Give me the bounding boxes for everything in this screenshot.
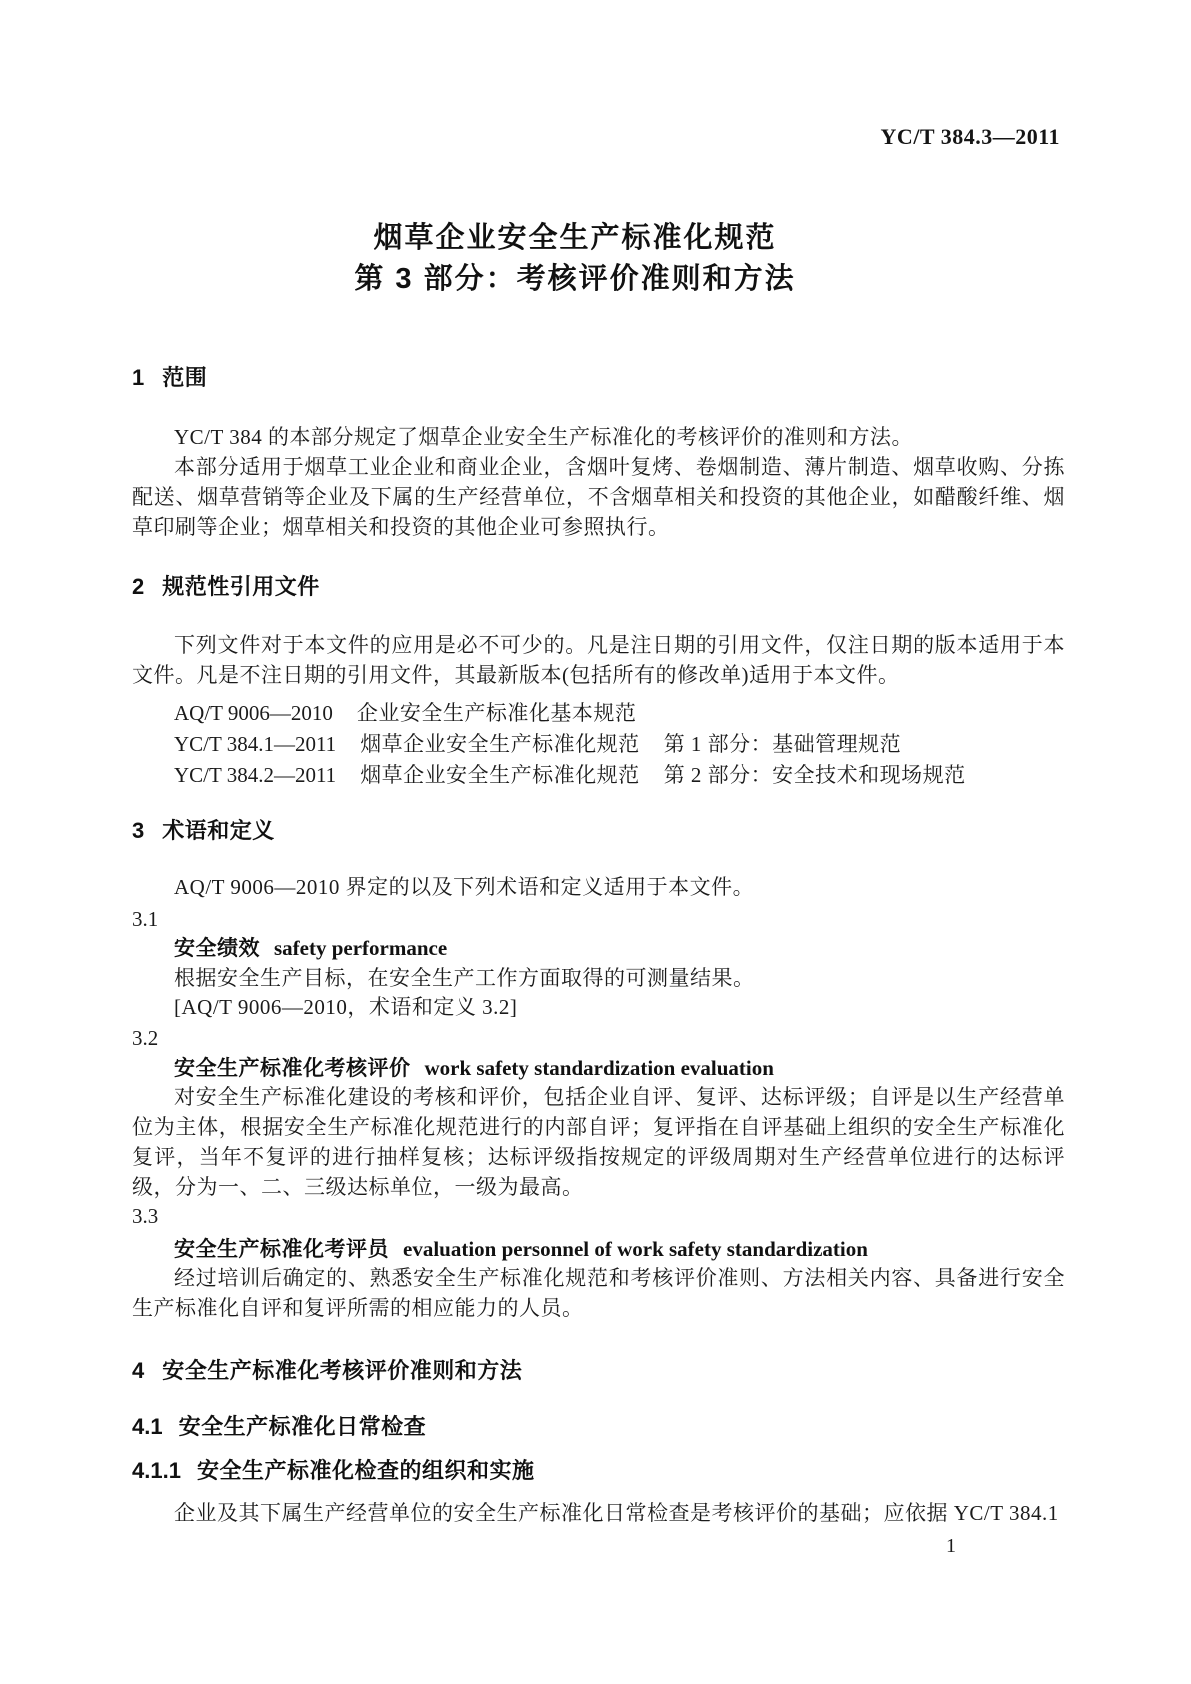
- paragraph: 本部分适用于烟草工业企业和商业企业，含烟叶复烤、卷烟制造、薄片制造、烟草收购、分拣配送、烟草营销等企业及下属的生产经营单位，不含烟草相关和投资的其他企业，如醋酸纤维、烟草印刷等企业；烟草相关和投资的其他企业可参照执行。: [132, 455, 1065, 539]
- reference-code: YC/T 384.2—2011: [174, 763, 337, 787]
- reference-code: YC/T 384.1—2011: [174, 732, 337, 756]
- normative-references: [132, 698, 1065, 791]
- reference-item: [132, 760, 1065, 791]
- title-line-2: 第 3 部分：考核评价准则和方法: [354, 263, 796, 295]
- term-number: 3.2: [132, 1026, 159, 1050]
- clause-number: 3: [132, 818, 145, 843]
- term-en: evaluation personnel of work safety standardization: [403, 1237, 868, 1261]
- paragraph: YC/T 384 的本部分规定了烟草企业安全生产标准化的考核评价的准则和方法。: [174, 425, 913, 449]
- reference-item: [132, 729, 1065, 760]
- term-definition: 对安全生产标准化建设的考核和评价，包括企业自评、复评、达标评级；自评是以生产经营单位为主体，根据安全生产标准化规范进行的内部自评；复评指在自评基础上组织的安全生产标准化复评，当年不复评的进行抽样复核；达标评级指按规定的评级周期对生产经营单位进行的达标评级，分为一、二、三级达标单位，一级为最高。: [132, 1085, 1065, 1199]
- reference-part: 第 2 部分：安全技术和现场规范: [663, 763, 966, 787]
- term-zh: 安全绩效: [174, 937, 260, 960]
- term-zh: 安全生产标准化考评员: [174, 1238, 389, 1261]
- title-line-1: 烟草企业安全生产标准化规范: [373, 222, 777, 254]
- reference-code: AQ/T 9006—2010: [174, 701, 333, 725]
- reference-title: 烟草企业安全生产标准化规范: [360, 763, 640, 787]
- document-title: [0, 218, 1150, 300]
- clause-4-1-heading: [132, 1412, 1065, 1442]
- clause-title: 安全生产标准化检查的组织和实施: [196, 1458, 535, 1483]
- term-en: safety performance: [274, 936, 448, 960]
- clause-title: 术语和定义: [162, 818, 275, 843]
- clause-4-1-1-heading: [132, 1456, 1065, 1486]
- reference-title: 企业安全生产标准化基本规范: [356, 701, 637, 725]
- clause-4-heading: [132, 1356, 1065, 1386]
- paragraph: 企业及其下属生产经营单位的安全生产标准化日常检查是考核评价的基础；应依据 YC/T 384.1: [174, 1501, 1059, 1525]
- term-definition: 经过培训后确定的、熟悉安全生产标准化规范和考核评价准则、方法相关内容、具备进行安全生产标准化自评和复评所需的相应能力的人员。: [132, 1266, 1065, 1320]
- clause-number: 2: [132, 574, 145, 599]
- clause-title: 范围: [162, 365, 208, 390]
- reference-item: [132, 698, 1065, 729]
- page-number: 1: [946, 1535, 956, 1557]
- reference-part: 第 1 部分：基础管理规范: [663, 732, 902, 756]
- term-title: [132, 933, 1107, 964]
- clause-number: 4: [132, 1358, 145, 1383]
- clause-title: 规范性引用文件: [162, 574, 320, 599]
- reference-title: 烟草企业安全生产标准化规范: [360, 732, 640, 756]
- term-number: 3.3: [132, 1204, 159, 1228]
- clause-3-heading: [132, 816, 1065, 846]
- clause-title: 安全生产标准化日常检查: [178, 1414, 427, 1439]
- term-title: [132, 1053, 1107, 1084]
- term-en: work safety standardization evaluation: [424, 1056, 774, 1080]
- clause-2-body: [132, 630, 1065, 690]
- term-number: 3.1: [132, 907, 159, 931]
- clause-2-heading: [132, 572, 1065, 602]
- clause-1-heading: [132, 363, 1065, 393]
- paragraph: 下列文件对于本文件的应用是必不可少的。凡是注日期的引用文件，仅注日期的版本适用于本文件。凡是不注日期的引用文件，其最新版本(包括所有的修改单)适用于本文件。: [132, 633, 1065, 687]
- term-source: [AQ/T 9006—2010，术语和定义 3.2]: [174, 995, 518, 1019]
- clause-title: 安全生产标准化考核评价准则和方法: [162, 1358, 523, 1383]
- clause-number: 1: [132, 365, 145, 390]
- terms-intro: AQ/T 9006—2010 界定的以及下列术语和定义适用于本文件。: [174, 875, 755, 899]
- term-title: [132, 1234, 1107, 1265]
- term-zh: 安全生产标准化考核评价: [174, 1057, 411, 1080]
- clause-number: 4.1.1: [132, 1458, 181, 1483]
- clause-number: 4.1: [132, 1414, 163, 1439]
- clause-1-body: [132, 422, 1065, 542]
- term-definition: 根据安全生产目标，在安全生产工作方面取得的可测量结果。: [174, 966, 755, 990]
- standard-number: YC/T 384.3—2011: [880, 124, 1060, 149]
